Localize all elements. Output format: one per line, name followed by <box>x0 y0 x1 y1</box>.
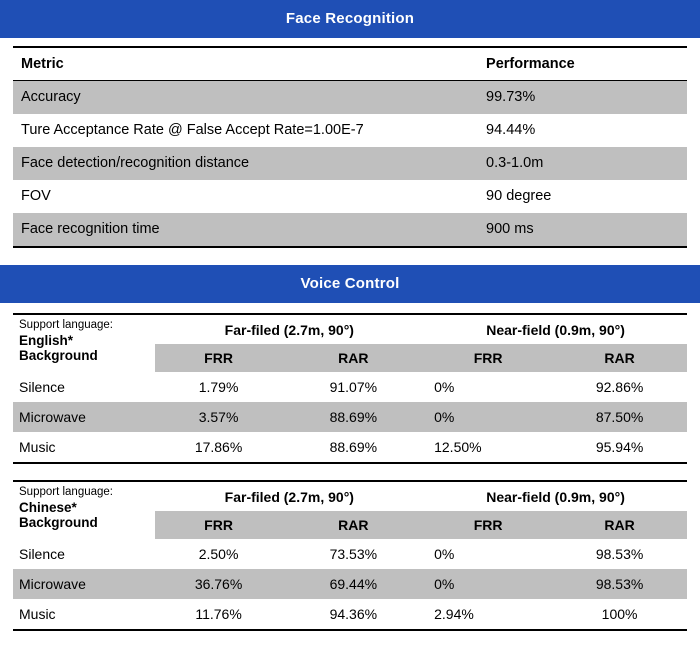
metric-value: 900 ms <box>478 213 687 247</box>
table-header-row-groups <box>13 314 687 344</box>
column-header-frr-far: FRR <box>155 511 283 539</box>
table-header-row <box>13 47 687 81</box>
cell-rar-far: 73.53% <box>329 546 378 562</box>
column-header-frr-near: FRR <box>424 511 552 539</box>
background-label: Background <box>19 515 98 531</box>
row-label: Microwave <box>13 569 155 599</box>
table-row <box>13 81 687 115</box>
cell-frr-near: 0% <box>424 402 552 432</box>
table-row <box>13 569 687 599</box>
cell-rar-far: 94.36% <box>283 599 425 630</box>
table-row <box>13 180 687 213</box>
cell-frr-near: 12.50% <box>424 432 552 463</box>
table-row <box>13 114 687 147</box>
section-banner-voice-control: Voice Control <box>0 265 700 303</box>
voice-control-tables-container <box>0 303 700 631</box>
cell-rar-far: 91.07% <box>329 379 378 395</box>
metric-value: 90 degree <box>478 180 687 213</box>
voice-control-table-chinese <box>13 480 687 631</box>
cell-rar-near: 87.50% <box>552 402 687 432</box>
section-divider <box>0 248 700 265</box>
metric-value: 0.3-1.0m <box>478 147 687 180</box>
cell-frr-far: 17.86% <box>155 432 283 463</box>
column-header-frr-far: FRR <box>155 344 283 372</box>
column-header-rar-far: RAR <box>283 344 425 372</box>
metric-name: Face detection/recognition distance <box>13 147 478 180</box>
cell-frr-far: 2.50% <box>198 546 239 562</box>
voice-control-table-english <box>13 313 687 464</box>
cell-frr-far: 1.79% <box>198 379 239 395</box>
support-language-value: Chinese* <box>19 499 77 515</box>
cell-rar-near: 95.94% <box>552 432 687 463</box>
cell-frr-near: 2.94% <box>424 599 552 630</box>
face-recognition-table-container <box>0 38 700 248</box>
group-header-far-field: Far-filed (2.7m, 90°) <box>155 481 425 511</box>
background-label: Background <box>19 348 98 364</box>
metric-name: Face recognition time <box>13 213 478 247</box>
metric-name: Accuracy <box>13 81 478 115</box>
cell-frr-far: 36.76% <box>155 569 283 599</box>
row-label: Microwave <box>13 402 155 432</box>
group-header-near-field: Near-field (0.9m, 90°) <box>424 314 687 344</box>
column-header-rar-near: RAR <box>552 344 687 372</box>
cell-rar-near: 100% <box>552 599 687 630</box>
cell-rar-far: 88.69% <box>283 402 425 432</box>
support-language-cell <box>13 314 155 372</box>
table-row <box>13 432 687 463</box>
column-header-rar-near: RAR <box>552 511 687 539</box>
support-language-cell <box>13 481 155 539</box>
cell-rar-far: 69.44% <box>283 569 425 599</box>
table-header-row-groups <box>13 481 687 511</box>
support-language-label: Support language: <box>19 319 113 331</box>
cell-frr-far: 3.57% <box>155 402 283 432</box>
group-header-near-field: Near-field (0.9m, 90°) <box>424 481 687 511</box>
cell-rar-near: 98.53% <box>552 569 687 599</box>
cell-rar-near: 98.53% <box>595 546 644 562</box>
table-row <box>13 599 687 630</box>
column-header-frr-near: FRR <box>424 344 552 372</box>
metric-value: 99.73% <box>478 81 687 115</box>
row-label: Silence <box>19 379 65 395</box>
table-row <box>13 147 687 180</box>
column-header-metric: Metric <box>13 47 478 81</box>
cell-frr-near: 0% <box>434 546 455 562</box>
row-label: Silence <box>19 546 65 562</box>
table-row <box>13 539 687 569</box>
section-banner-face-recognition: Face Recognition <box>0 0 700 38</box>
column-header-rar-far: RAR <box>283 511 425 539</box>
cell-frr-far: 11.76% <box>155 599 283 630</box>
metric-value: 94.44% <box>478 114 687 147</box>
metric-name: FOV <box>13 180 478 213</box>
cell-rar-far: 88.69% <box>283 432 425 463</box>
support-language-value: English* <box>19 332 74 348</box>
cell-frr-near: 0% <box>424 569 552 599</box>
table-row <box>13 213 687 247</box>
row-label: Music <box>13 432 155 463</box>
column-header-performance: Performance <box>478 47 687 81</box>
metric-name: Ture Acceptance Rate @ False Accept Rate=1.00E-7 <box>13 114 478 147</box>
cell-frr-near: 0% <box>434 379 455 395</box>
table-row <box>13 402 687 432</box>
support-language-label: Support language: <box>19 486 113 498</box>
cell-rar-near: 92.86% <box>595 379 644 395</box>
face-recognition-table <box>13 46 687 248</box>
row-label: Music <box>13 599 155 630</box>
group-header-far-field: Far-filed (2.7m, 90°) <box>155 314 425 344</box>
table-row <box>13 372 687 402</box>
table-spacer <box>13 468 687 480</box>
